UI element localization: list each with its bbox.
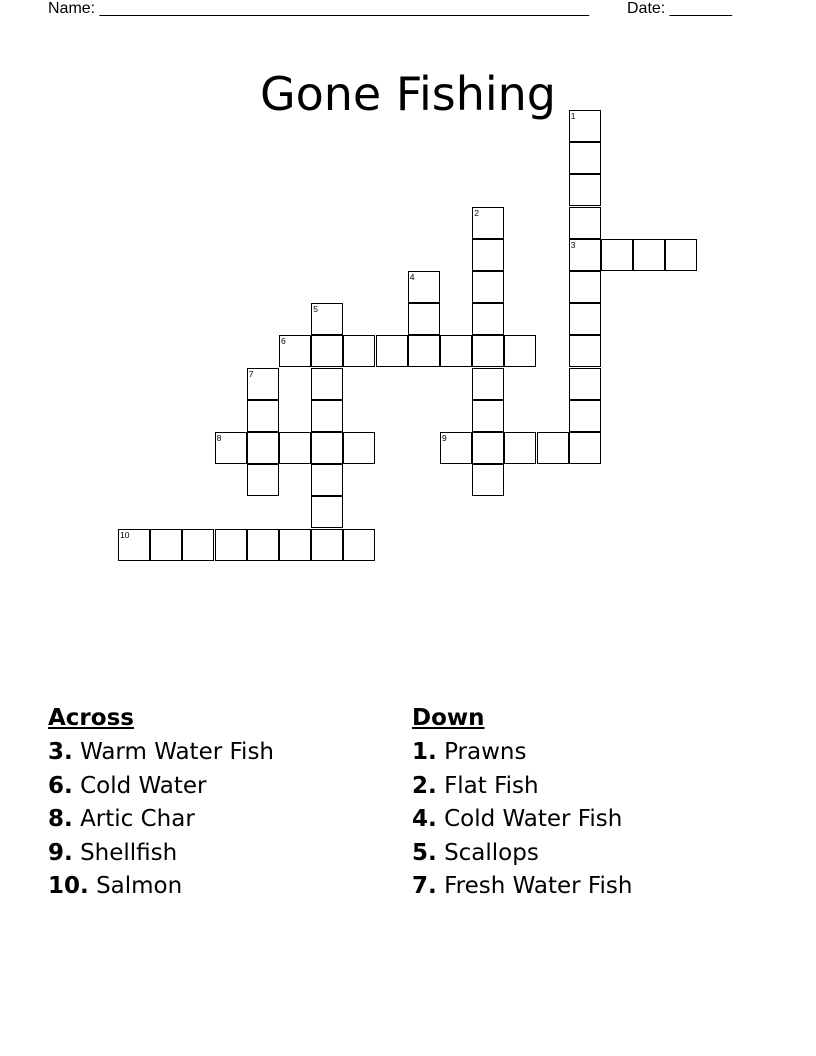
crossword-cell[interactable]	[118, 529, 150, 561]
down-clues	[412, 704, 632, 904]
crossword-cell[interactable]	[472, 207, 504, 239]
across-clues	[48, 704, 274, 904]
cell-number: 3	[570, 239, 576, 250]
across-clue	[48, 736, 274, 770]
across-clue	[48, 770, 274, 804]
crossword-cell[interactable]	[311, 303, 343, 335]
clue-number: 8.	[48, 806, 73, 832]
crossword-cell[interactable]	[472, 368, 504, 400]
crossword-cell[interactable]	[247, 400, 279, 432]
down-clue	[412, 870, 632, 904]
crossword-cell[interactable]	[569, 432, 601, 464]
crossword-cell[interactable]	[311, 400, 343, 432]
crossword-cell[interactable]	[408, 303, 440, 335]
clue-number: 1.	[412, 739, 437, 765]
clue-text: Warm Water Fish	[80, 739, 275, 765]
crossword-cell[interactable]	[215, 529, 247, 561]
crossword-cell[interactable]	[247, 529, 279, 561]
crossword-cell[interactable]	[279, 432, 311, 464]
cell-number: 9	[442, 433, 447, 443]
crossword-cell[interactable]	[569, 142, 601, 174]
across-heading: Across	[48, 705, 134, 731]
clue-text: Cold Water Fish	[444, 806, 623, 832]
clue-text: Salmon	[96, 873, 183, 899]
clue-text: Fresh Water Fish	[444, 873, 633, 899]
crossword-cell[interactable]	[343, 529, 375, 561]
crossword-cell[interactable]	[504, 335, 536, 367]
clue-text: Shellfish	[80, 839, 178, 866]
clue-text: Prawns	[444, 739, 527, 765]
crossword-cell[interactable]	[472, 400, 504, 432]
crossword-cell[interactable]	[311, 464, 343, 496]
crossword-cell[interactable]	[569, 174, 601, 206]
crossword-cell[interactable]	[408, 335, 440, 367]
crossword-cell[interactable]	[569, 110, 601, 142]
cell-number: 1	[570, 111, 576, 121]
crossword-cell[interactable]	[569, 239, 601, 271]
clue-number: 6.	[48, 772, 73, 799]
crossword-cell[interactable]	[440, 335, 472, 367]
clue-number: 2.	[412, 772, 437, 799]
crossword-cell[interactable]	[569, 303, 601, 335]
cell-number: 7	[248, 368, 254, 379]
cell-number: 6	[281, 336, 286, 347]
crossword-cell[interactable]	[472, 464, 504, 496]
crossword-cell[interactable]	[376, 335, 408, 367]
clue-number: 7.	[412, 873, 437, 899]
across-clue	[48, 870, 274, 904]
cell-number: 4	[409, 272, 415, 282]
down-clue	[412, 837, 632, 871]
crossword-cell[interactable]	[311, 496, 343, 528]
crossword-cell[interactable]	[440, 432, 472, 464]
down-heading: Down	[412, 705, 485, 731]
crossword-cell[interactable]	[279, 335, 311, 367]
crossword-cell[interactable]	[279, 529, 311, 561]
clue-text: Cold Water	[80, 772, 207, 799]
page-title: Gone Fishing	[259, 66, 556, 121]
down-clue	[412, 736, 632, 770]
crossword-cell[interactable]	[215, 432, 247, 464]
crossword-cell[interactable]	[472, 239, 504, 271]
clue-text: Artic Char	[80, 806, 195, 832]
cell-number: 8	[216, 433, 222, 443]
crossword-cell[interactable]	[311, 335, 343, 367]
crossword-cell[interactable]	[569, 335, 601, 367]
across-clue	[48, 803, 274, 837]
cell-number: 2	[474, 207, 479, 218]
crossword-cell[interactable]	[311, 432, 343, 464]
down-clue	[412, 770, 632, 804]
crossword-cell[interactable]	[247, 368, 279, 400]
crossword-cell[interactable]	[311, 368, 343, 400]
crossword-cell[interactable]	[343, 335, 375, 367]
crossword-cell[interactable]	[408, 271, 440, 303]
crossword-cell[interactable]	[311, 529, 343, 561]
crossword-cell[interactable]	[569, 400, 601, 432]
name-field-label: Name: _______________________________________________________	[48, 0, 589, 17]
clue-number: 4.	[412, 806, 437, 832]
cell-number: 5	[313, 304, 318, 315]
crossword-cell[interactable]	[182, 529, 214, 561]
clue-text: Scallops	[444, 839, 539, 866]
crossword-cell[interactable]	[633, 239, 665, 271]
crossword-cell[interactable]	[472, 303, 504, 335]
crossword-cell[interactable]	[343, 432, 375, 464]
across-clue	[48, 837, 274, 871]
clue-text: Flat Fish	[444, 772, 539, 799]
crossword-cell[interactable]	[569, 368, 601, 400]
crossword-cell[interactable]	[247, 432, 279, 464]
date-field-label: Date: _______	[627, 0, 732, 17]
crossword-cell[interactable]	[665, 239, 697, 271]
crossword-cell[interactable]	[504, 432, 536, 464]
crossword-cell[interactable]	[569, 271, 601, 303]
crossword-cell[interactable]	[472, 271, 504, 303]
crossword-cell[interactable]	[569, 207, 601, 239]
clue-number: 5.	[412, 839, 437, 866]
cell-number: 10	[120, 529, 130, 540]
clue-number: 10.	[48, 873, 89, 899]
clue-number: 3.	[48, 739, 73, 765]
crossword-cell[interactable]	[537, 432, 569, 464]
crossword-cell[interactable]	[150, 529, 182, 561]
crossword-cell[interactable]	[247, 464, 279, 496]
crossword-cell[interactable]	[601, 239, 633, 271]
crossword-cell[interactable]	[472, 335, 504, 367]
crossword-cell[interactable]	[472, 432, 504, 464]
clue-number: 9.	[48, 839, 73, 866]
down-clue	[412, 803, 632, 837]
